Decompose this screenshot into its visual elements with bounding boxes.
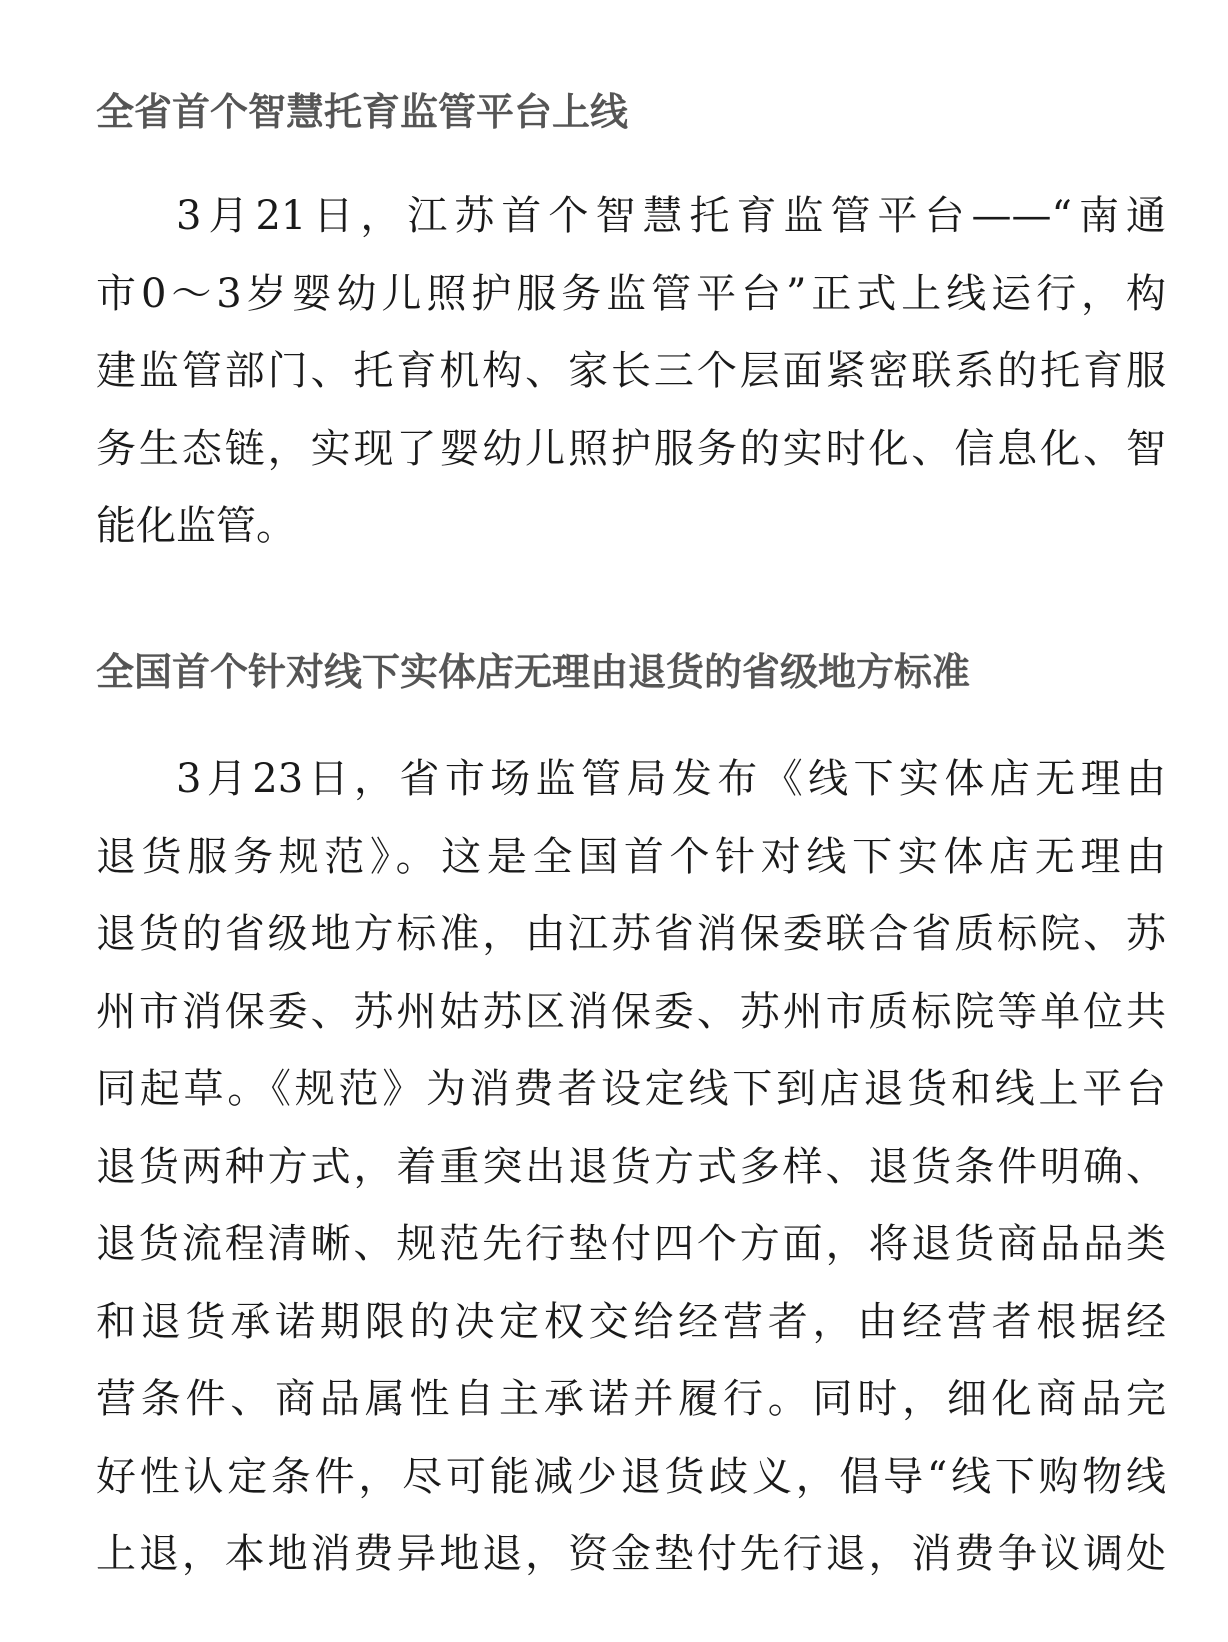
paragraph-line: 市0～3岁婴幼儿照护服务监管平台”正式上线运行，构	[96, 270, 1166, 317]
paragraph-line: 同起草。《规范》为消费者设定线下到店退货和线上平台	[96, 1066, 1166, 1112]
paragraph-line: 州市消保委、苏州姑苏区消保委、苏州市质标院等单位共	[96, 988, 1166, 1035]
paragraph-line: 营条件、商品属性自主承诺并履行。同时，细化商品完	[96, 1376, 1166, 1422]
paragraph-line: 能化监管。	[96, 503, 296, 549]
paragraph-line: 3月21日，江苏首个智慧托育监管平台——“南通	[176, 193, 1166, 239]
section-paragraph-childcare-platform	[96, 178, 1166, 566]
section-paragraph-return-standard	[96, 741, 1166, 1594]
paragraph-line: 退货的省级地方标准，由江苏省消保委联合省质标院、苏	[96, 911, 1166, 957]
paragraph-line: 3月23日，省市场监管局发布《线下实体店无理由	[176, 756, 1166, 802]
paragraph-line: 好性认定条件，尽可能减少退货歧义，倡导“线下购物线	[96, 1453, 1166, 1500]
paragraph-line: 退货两种方式，着重突出退货方式多样、退货条件明确、	[96, 1143, 1166, 1190]
paragraph-line: 务生态链，实现了婴幼儿照护服务的实时化、信息化、智	[96, 425, 1166, 472]
paragraph-line: 上退，本地消费异地退，资金垫付先行退，消费争议调处	[96, 1531, 1166, 1577]
paragraph-line: 退货流程清晰、规范先行垫付四个方面，将退货商品品类	[96, 1221, 1166, 1267]
paragraph-line: 退货服务规范》。这是全国首个针对线下实体店无理由	[96, 833, 1166, 880]
section-heading-return-standard: 全国首个针对线下实体店无理由退货的省级地方标准	[96, 650, 971, 694]
paragraph-line: 和退货承诺期限的决定权交给经营者，由经营者根据经	[96, 1298, 1166, 1345]
paragraph-line: 建监管部门、托育机构、家长三个层面紧密联系的托育服	[96, 348, 1166, 394]
section-heading-childcare-platform: 全省首个智慧托育监管平台上线	[96, 90, 629, 134]
